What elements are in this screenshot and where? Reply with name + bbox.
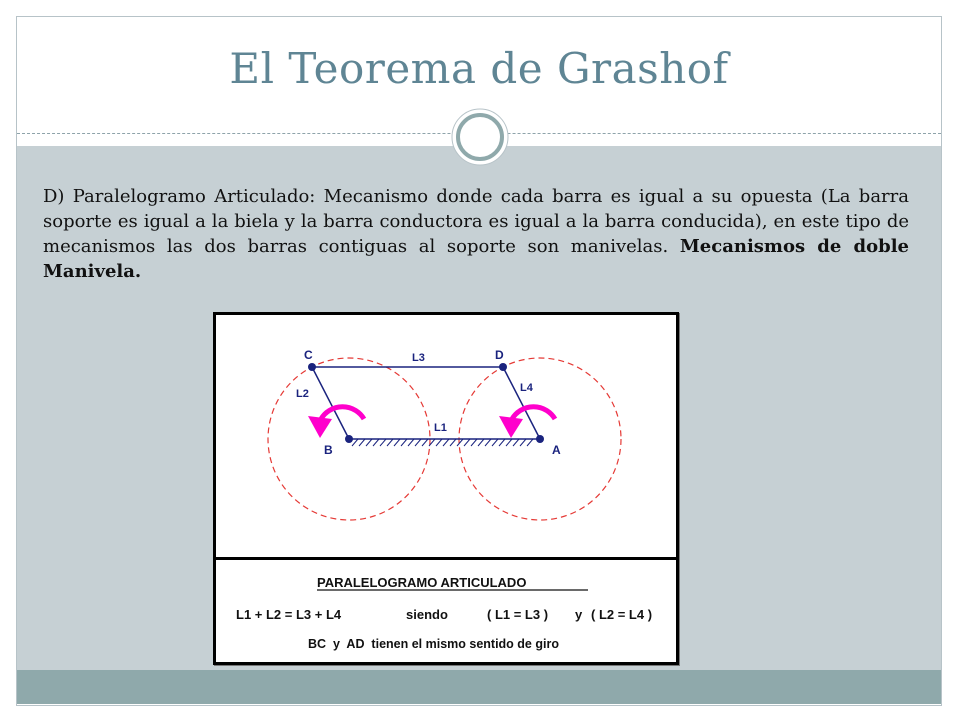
description-paragraph bbox=[43, 184, 909, 284]
label-link-l4: L4 bbox=[520, 382, 533, 394]
equation-mid: siendo bbox=[406, 607, 448, 622]
caption-title: PARALELOGRAMO ARTICULADO bbox=[317, 575, 527, 590]
slide-title: El Teorema de Grashof bbox=[229, 44, 729, 93]
equation-cond2: ( L2 = L4 ) bbox=[591, 607, 653, 622]
ground-link-l1 bbox=[349, 439, 540, 446]
joint-d bbox=[499, 363, 507, 371]
paragraph-bold-text: Mecanismos de doble Manivela. bbox=[43, 236, 909, 282]
label-link-l2: L2 bbox=[296, 388, 309, 400]
joint-b bbox=[345, 435, 353, 443]
label-point-c: C bbox=[304, 348, 313, 362]
caption-note: BC y AD tienen el mismo sentido de giro bbox=[308, 637, 559, 651]
caption-box bbox=[213, 557, 679, 665]
rotation-arrow-a-icon bbox=[499, 407, 555, 438]
footer-bar bbox=[17, 670, 941, 704]
label-link-l3: L3 bbox=[412, 352, 425, 364]
joint-a bbox=[536, 435, 544, 443]
equation-cond1: ( L1 = L3 ) bbox=[487, 607, 549, 622]
equation-and: y bbox=[575, 607, 583, 622]
label-point-b: B bbox=[324, 443, 333, 457]
mechanism-diagram bbox=[213, 312, 679, 564]
joint-c bbox=[308, 363, 316, 371]
label-point-d: D bbox=[495, 348, 504, 362]
paragraph-text: D) Paralelogramo Articulado: Mecanismo donde cada barra es igual a su opuesta (La barra soporte es igual a la biela y la barra conductora es igual a la barra conducida), en este tipo de mecanismos las dos barras contiguas al soporte son manivelas. bbox=[43, 186, 909, 257]
label-link-l1: L1 bbox=[434, 422, 447, 434]
circle-ornament-icon bbox=[448, 105, 512, 169]
rotation-arrow-b-icon bbox=[308, 407, 364, 438]
equation-left: L1 + L2 = L3 + L4 bbox=[236, 607, 342, 622]
label-point-a: A bbox=[552, 443, 561, 457]
